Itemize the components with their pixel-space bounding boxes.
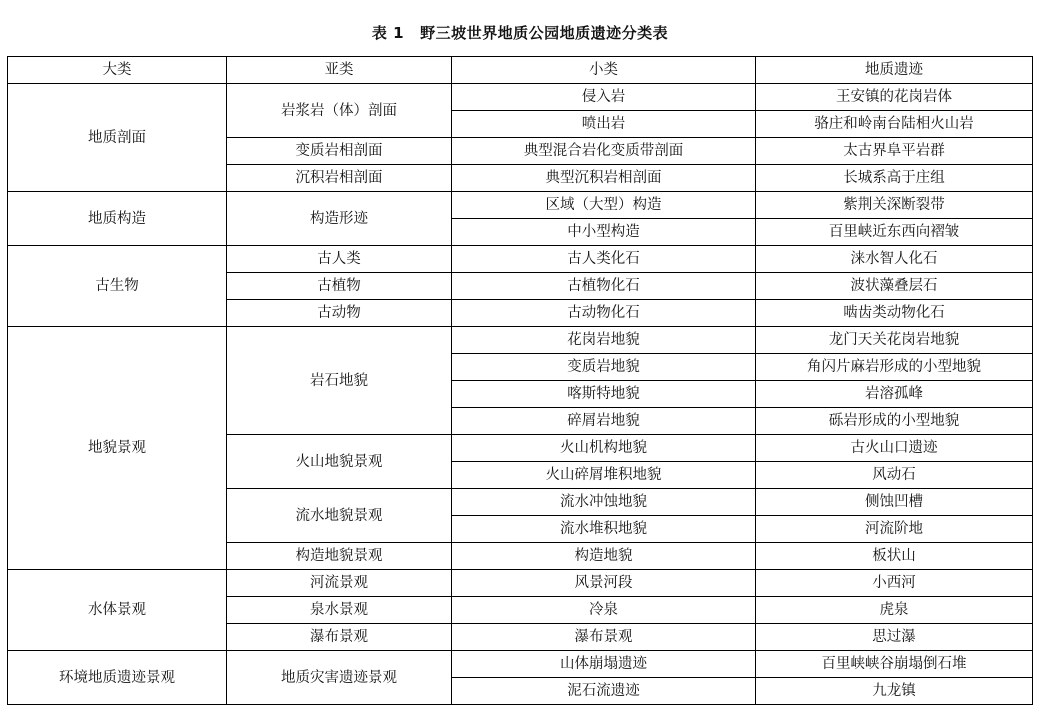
subcategory-cell: 古植物 xyxy=(227,273,452,300)
minor-category-cell: 变质岩地貌 xyxy=(452,354,756,381)
heritage-site-cell: 板状山 xyxy=(756,543,1033,570)
heritage-site-cell: 长城系高于庄组 xyxy=(756,165,1033,192)
subcategory-cell: 流水地貌景观 xyxy=(227,489,452,543)
heritage-site-cell: 骆庄和岭南台陆相火山岩 xyxy=(756,111,1033,138)
heritage-site-cell: 虎泉 xyxy=(756,597,1033,624)
minor-category-cell: 火山机构地貌 xyxy=(452,435,756,462)
heritage-site-cell: 思过瀑 xyxy=(756,624,1033,651)
table-row xyxy=(8,192,1033,219)
subcategory-cell: 岩浆岩（体）剖面 xyxy=(227,84,452,138)
heritage-site-cell: 古火山口遗迹 xyxy=(756,435,1033,462)
table-row xyxy=(8,570,1033,597)
major-category-cell: 水体景观 xyxy=(8,570,227,651)
heritage-site-cell: 百里峡峡谷崩塌倒石堆 xyxy=(756,651,1033,678)
table-row xyxy=(8,84,1033,111)
minor-category-cell: 花岗岩地貌 xyxy=(452,327,756,354)
heritage-site-cell: 紫荆关深断裂带 xyxy=(756,192,1033,219)
minor-category-cell: 流水冲蚀地貌 xyxy=(452,489,756,516)
header-subcategory: 亚类 xyxy=(227,57,452,84)
table-body xyxy=(8,84,1033,705)
minor-category-cell: 典型混合岩化变质带剖面 xyxy=(452,138,756,165)
header-row xyxy=(8,57,1033,84)
minor-category-cell: 冷泉 xyxy=(452,597,756,624)
subcategory-cell: 泉水景观 xyxy=(227,597,452,624)
heritage-site-cell: 王安镇的花岗岩体 xyxy=(756,84,1033,111)
minor-category-cell: 古动物化石 xyxy=(452,300,756,327)
header-minor-category: 小类 xyxy=(452,57,756,84)
major-category-cell: 地质构造 xyxy=(8,192,227,246)
table-row xyxy=(8,651,1033,678)
subcategory-cell: 古人类 xyxy=(227,246,452,273)
heritage-site-cell: 侧蚀凹槽 xyxy=(756,489,1033,516)
subcategory-cell: 古动物 xyxy=(227,300,452,327)
heritage-site-cell: 砾岩形成的小型地貌 xyxy=(756,408,1033,435)
minor-category-cell: 山体崩塌遗迹 xyxy=(452,651,756,678)
table-header xyxy=(8,57,1033,84)
major-category-cell: 古生物 xyxy=(8,246,227,327)
subcategory-cell: 沉积岩相剖面 xyxy=(227,165,452,192)
table-number: 表 1 xyxy=(371,24,405,42)
table-title xyxy=(0,22,1040,43)
table-row xyxy=(8,327,1033,354)
header-heritage-site: 地质遗迹 xyxy=(756,57,1033,84)
heritage-site-cell: 小西河 xyxy=(756,570,1033,597)
major-category-cell: 地质剖面 xyxy=(8,84,227,192)
geologic-heritage-table xyxy=(7,56,1033,705)
minor-category-cell: 瀑布景观 xyxy=(452,624,756,651)
heritage-site-cell: 九龙镇 xyxy=(756,678,1033,705)
table-title-text: 野三坡世界地质公园地质遗迹分类表 xyxy=(420,24,669,42)
major-category-cell: 地貌景观 xyxy=(8,327,227,570)
subcategory-cell: 变质岩相剖面 xyxy=(227,138,452,165)
subcategory-cell: 岩石地貌 xyxy=(227,327,452,435)
subcategory-cell: 河流景观 xyxy=(227,570,452,597)
minor-category-cell: 古植物化石 xyxy=(452,273,756,300)
minor-category-cell: 碎屑岩地貌 xyxy=(452,408,756,435)
table-row xyxy=(8,246,1033,273)
heritage-site-cell: 角闪片麻岩形成的小型地貌 xyxy=(756,354,1033,381)
subcategory-cell: 瀑布景观 xyxy=(227,624,452,651)
heritage-site-cell: 风动石 xyxy=(756,462,1033,489)
heritage-site-cell: 涞水智人化石 xyxy=(756,246,1033,273)
heritage-site-cell: 太古界阜平岩群 xyxy=(756,138,1033,165)
subcategory-cell: 火山地貌景观 xyxy=(227,435,452,489)
heritage-site-cell: 岩溶孤峰 xyxy=(756,381,1033,408)
heritage-site-cell: 龙门天关花岗岩地貌 xyxy=(756,327,1033,354)
minor-category-cell: 区域（大型）构造 xyxy=(452,192,756,219)
heritage-site-cell: 波状藻叠层石 xyxy=(756,273,1033,300)
major-category-cell: 环境地质遗迹景观 xyxy=(8,651,227,705)
minor-category-cell: 喷出岩 xyxy=(452,111,756,138)
header-major-category: 大类 xyxy=(8,57,227,84)
subcategory-cell: 地质灾害遗迹景观 xyxy=(227,651,452,705)
minor-category-cell: 中小型构造 xyxy=(452,219,756,246)
minor-category-cell: 喀斯特地貌 xyxy=(452,381,756,408)
subcategory-cell: 构造地貌景观 xyxy=(227,543,452,570)
heritage-site-cell: 百里峡近东西向褶皱 xyxy=(756,219,1033,246)
minor-category-cell: 侵入岩 xyxy=(452,84,756,111)
minor-category-cell: 泥石流遗迹 xyxy=(452,678,756,705)
minor-category-cell: 风景河段 xyxy=(452,570,756,597)
minor-category-cell: 火山碎屑堆积地貌 xyxy=(452,462,756,489)
heritage-site-cell: 啮齿类动物化石 xyxy=(756,300,1033,327)
heritage-site-cell: 河流阶地 xyxy=(756,516,1033,543)
minor-category-cell: 构造地貌 xyxy=(452,543,756,570)
minor-category-cell: 典型沉积岩相剖面 xyxy=(452,165,756,192)
minor-category-cell: 古人类化石 xyxy=(452,246,756,273)
minor-category-cell: 流水堆积地貌 xyxy=(452,516,756,543)
subcategory-cell: 构造形迹 xyxy=(227,192,452,246)
